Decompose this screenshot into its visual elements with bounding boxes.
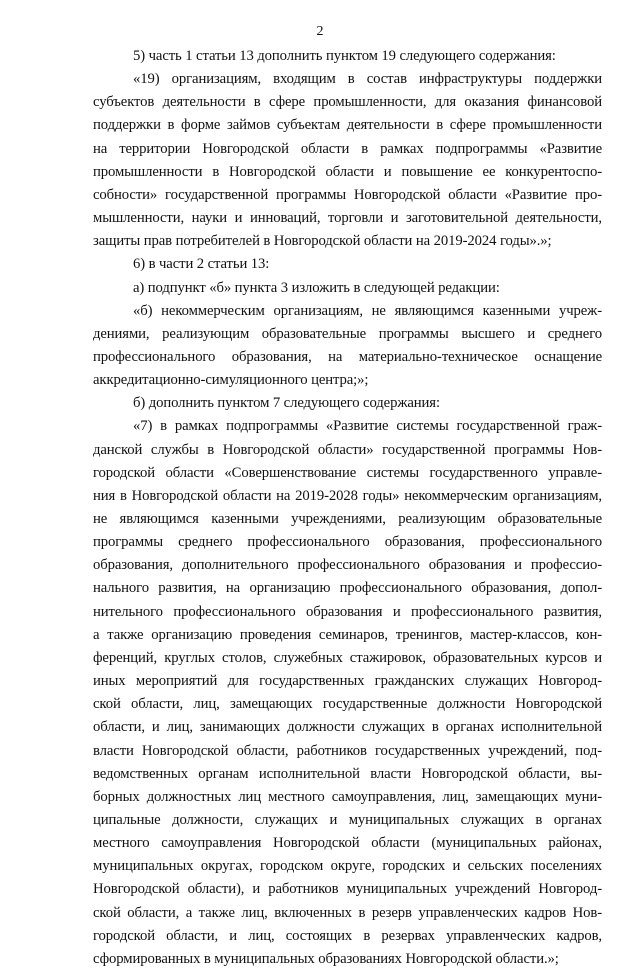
text-line: б) дополнить пунктом 7 следующего содержания:: [133, 395, 440, 412]
text-line: профессионального образования, на материально-техническое оснащение: [93, 348, 602, 365]
text-line: 6) в части 2 статьи 13:: [133, 256, 270, 273]
text-line: местного самоуправления Новгородской области (муниципальных районах,: [93, 835, 602, 852]
text-line: поддержки в форме займов субъектам деятельности в сфере промышленности: [93, 117, 602, 134]
text-line: «7) в рамках подпрограммы «Развитие системы государственной граж-: [133, 418, 602, 435]
text-line: сформированных в муниципальных образованиях Новгородской области.»;: [93, 950, 559, 967]
text-line: городской области, и лиц, состоящих в резервах управленческих кадров,: [93, 927, 602, 944]
text-line: ской области, лиц, замещающих государственные должности Новгородской: [93, 696, 602, 713]
text-line: городской области «Совершенствование системы государственного управле-: [93, 464, 602, 481]
text-line: собности» государственной программы Новгородской области «Развитие про-: [93, 186, 602, 203]
text-line: муниципальных округах, городском округе, городских и сельских поселениях: [93, 858, 602, 875]
text-line: ференций, круглых столов, служебных стажировок, образовательных курсов и: [93, 649, 602, 666]
text-line: нительного профессионального образования и профессионального развития,: [93, 603, 602, 620]
text-line: промышленности в Новгородской области и повышение ее конкурентоспо-: [93, 163, 602, 180]
text-line: субъектов деятельности в сфере промышленности, для оказания финансовой: [93, 94, 602, 111]
text-line: дениями, реализующим образовательные программы высшего и среднего: [93, 325, 602, 342]
text-line: области, и лиц, занимающих должности служащих в органах исполнительной: [93, 719, 602, 736]
text-line: борных должностных лиц местного самоуправления, лиц, замещающих муни-: [93, 788, 602, 805]
text-line: защиты прав потребителей в Новгородской области на 2019-2024 годы».»;: [93, 233, 552, 250]
text-line: мышленности, науки и инноваций, торговли и заготовительной деятельности,: [93, 210, 602, 226]
text-line: не являющимся казенными учреждениями, реализующим образовательные: [93, 511, 602, 527]
text-line: на территории Новгородской области в рамках подпрограммы «Развитие: [93, 140, 602, 157]
text-line: ципальные должности, служащих и муниципальных служащих в органах: [93, 811, 602, 828]
text-line: а также организацию проведения семинаров, тренингов, мастер-классов, кон-: [93, 626, 602, 643]
text-line: «19) организациям, входящим в состав инфраструктуры поддержки: [133, 71, 602, 88]
text-line: нального развития, на организацию профессионального образования, допол-: [93, 580, 602, 597]
text-line: «б) некоммерческим организациям, не являющимся казенными учреж-: [133, 302, 602, 319]
text-line: данской службы в Новгородской области» государственной программы Нов-: [93, 441, 602, 458]
text-line: ведомственных органам исполнительной власти Новгородской области, вы-: [93, 765, 602, 782]
text-line: ния в Новгородской области на 2019-2028 годы» некоммерческим организациям,: [93, 487, 602, 504]
text-line: а) подпункт «б» пункта 3 изложить в следующей редакции:: [133, 279, 500, 296]
text-line: программы среднего профессионального образования, профессионального: [93, 534, 602, 551]
text-line: власти Новгородской области, работников государственных учреждений, под-: [93, 742, 602, 759]
text-line: аккредитационно-симуляционного центра;»;: [93, 372, 369, 389]
text-line: ской области, а также лиц, включенных в резерв управленческих кадров Нов-: [93, 904, 602, 921]
text-line: Новгородской области), и работников муниципальных учреждений Новгород-: [93, 881, 602, 898]
text-line: образования, дополнительного профессионального образования и профессио-: [93, 557, 602, 574]
text-line: иных мероприятий для государственных гражданских служащих Новгород-: [93, 673, 602, 689]
text-line: 5) часть 1 статьи 13 дополнить пунктом 19 следующего содержания:: [133, 48, 556, 64]
page-number: 2: [316, 24, 324, 39]
